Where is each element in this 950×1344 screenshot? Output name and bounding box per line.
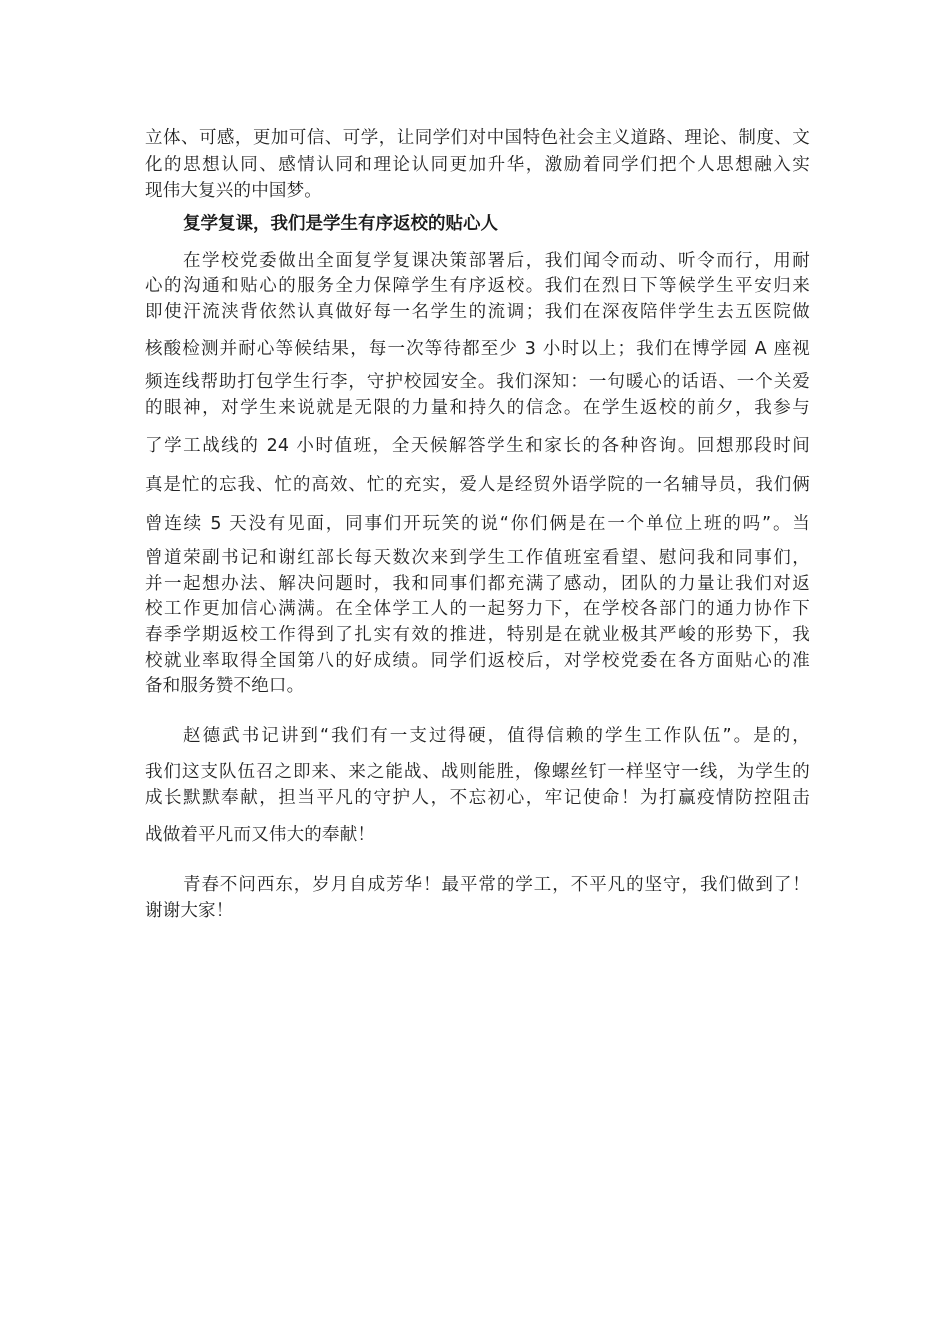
paragraph-3-line-3: 成长默默奉献，担当平凡的守护人，不忘初心，牢记使命！为打赢疫情防控阻击 [145, 788, 810, 808]
paragraph-2-line-14: 校就业率取得全国第八的好成绩。同学们返校后，对学校党委在各方面贴心的准 [145, 651, 810, 671]
paragraph-2-line-8: 真是忙的忘我、忙的高效、忙的充实，爱人是经贸外语学院的一名辅导员，我们俩 [145, 475, 810, 495]
paragraph-2-line-13: 春季学期返校工作得到了扎实有效的推进，特别是在就业极其严峻的形势下，我 [145, 625, 810, 645]
paragraph-2-line-15: 备和服务赞不绝口。 [145, 676, 305, 696]
paragraph-1-line-2: 化的思想认同、感情认同和理论认同更加升华，激励着同学们把个人思想融入实 [145, 155, 810, 175]
paragraph-2-line-1: 在学校党委做出全面复学复课决策部署后，我们闻令而动、听令而行，用耐 [183, 251, 810, 271]
paragraph-2-line-4: 核酸检测并耐心等候结果，每一次等待都至少 3 小时以上；我们在博学园 A 座视 [145, 339, 810, 359]
paragraph-2-line-10: 曾道荣副书记和谢红部长每天数次来到学生工作值班室看望、慰问我和同事们， [145, 548, 810, 568]
paragraph-2-line-6: 的眼神，对学生来说就是无限的力量和持久的信念。在学生返校的前夕，我参与 [145, 398, 810, 418]
paragraph-2-line-7: 了学工战线的 24 小时值班，全天候解答学生和家长的各种咨询。回想那段时间 [145, 436, 810, 456]
paragraph-3-line-2: 我们这支队伍召之即来、来之能战、战则能胜，像螺丝钉一样坚守一线，为学生的 [145, 762, 810, 782]
paragraph-1-line-3: 现伟大复兴的中国梦。 [145, 181, 322, 201]
paragraph-2-line-12: 校工作更加信心满满。在全体学工人的一起努力下，在学校各部门的通力协作下 [145, 599, 810, 619]
paragraph-2-line-11: 并一起想办法、解决问题时，我和同事们都充满了感动，团队的力量让我们对返 [145, 574, 810, 594]
paragraph-4-line-1: 青春不问西东，岁月自成芳华！最平常的学工，不平凡的坚守，我们做到了！ [183, 875, 810, 895]
paragraph-1-line-1: 立体、可感，更加可信、可学，让同学们对中国特色社会主义道路、理论、制度、文 [145, 128, 810, 148]
paragraph-2-line-2: 心的沟通和贴心的服务全力保障学生有序返校。我们在烈日下等候学生平安归来 [145, 276, 810, 296]
paragraph-3-line-4: 战做着平凡而又伟大的奉献！ [145, 825, 376, 845]
paragraph-2-line-5: 频连线帮助打包学生行李，守护校园安全。我们深知：一句暖心的话语、一个关爱 [145, 372, 810, 392]
paragraph-2-line-9: 曾连续 5 天没有见面，同事们开玩笑的说“你们俩是在一个单位上班的吗”。当 [145, 514, 810, 534]
paragraph-2-line-3: 即使汗流浃背依然认真做好每一名学生的流调；我们在深夜陪伴学生去五医院做 [145, 302, 810, 322]
paragraph-4-line-2: 谢谢大家！ [145, 901, 234, 921]
paragraph-3-line-1: 赵德武书记讲到“我们有一支过得硬，值得信赖的学生工作队伍”。是的， [183, 726, 810, 746]
section-heading: 复学复课，我们是学生有序返校的贴心人 [183, 214, 498, 234]
